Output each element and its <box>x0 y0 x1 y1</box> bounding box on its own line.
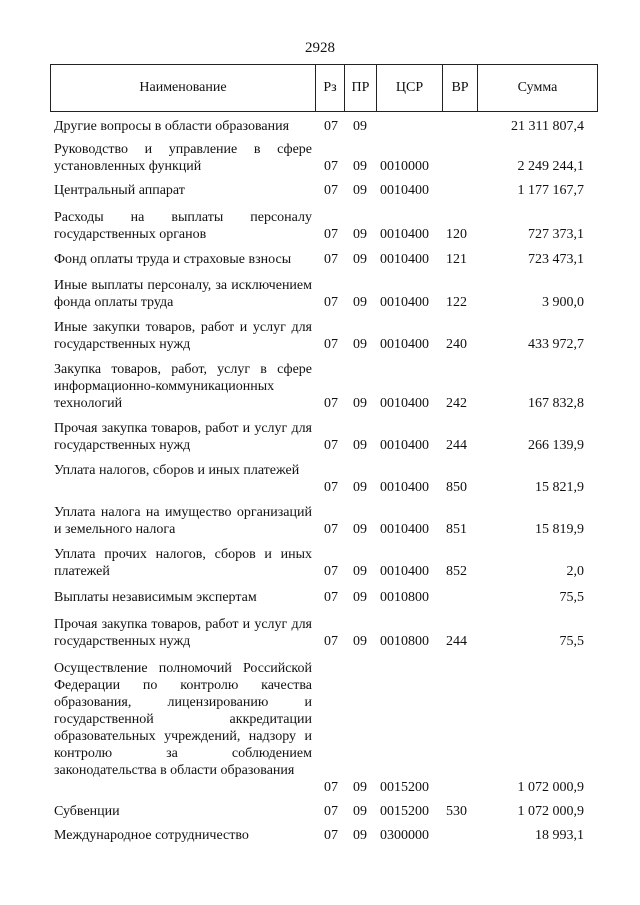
row-rz: 07 <box>324 828 338 843</box>
row-name: Закупка товаров, работ, услуг в сфере информационно-коммуникационных технологий <box>54 362 312 411</box>
row-csr: 0010400 <box>380 480 429 495</box>
row-pr: 09 <box>353 295 367 310</box>
row-vr: 530 <box>446 804 467 819</box>
table-header <box>50 64 598 112</box>
row-rz: 07 <box>324 183 338 198</box>
row-csr: 0015200 <box>380 780 429 795</box>
row-rz: 07 <box>324 227 338 242</box>
row-rz: 07 <box>324 119 338 134</box>
header-vr: ВР <box>443 65 478 111</box>
header-pr: ПР <box>345 65 377 111</box>
table-row <box>50 420 598 454</box>
row-vr: 244 <box>446 438 467 453</box>
row-sum: 1 072 000,9 <box>517 780 584 795</box>
row-csr: 0015200 <box>380 804 429 819</box>
row-pr: 09 <box>353 252 367 267</box>
row-pr: 09 <box>353 804 367 819</box>
row-sum: 1 072 000,9 <box>517 804 584 819</box>
row-sum: 1 177 167,7 <box>517 183 584 198</box>
row-csr: 0010800 <box>380 634 429 649</box>
table-row <box>50 546 598 580</box>
row-name: Прочая закупка товаров, работ и услуг для государственных нужд <box>54 617 312 649</box>
row-name: Субвенции <box>54 804 120 819</box>
row-pr: 09 <box>353 337 367 352</box>
row-name: Прочая закупка товаров, работ и услуг для государственных нужд <box>54 421 312 453</box>
row-csr: 0010400 <box>380 438 429 453</box>
row-vr: 240 <box>446 337 467 352</box>
row-sum: 266 139,9 <box>528 438 584 453</box>
header-sum: Сумма <box>517 80 558 95</box>
row-csr: 0010400 <box>380 227 429 242</box>
row-pr: 09 <box>353 522 367 537</box>
row-csr: 0010800 <box>380 590 429 605</box>
table-row <box>50 209 598 243</box>
row-csr: 0010400 <box>380 295 429 310</box>
row-rz: 07 <box>324 396 338 411</box>
row-sum: 3 900,0 <box>542 295 584 310</box>
row-name: Выплаты независимым экспертам <box>54 590 257 605</box>
table-row <box>50 462 598 496</box>
row-sum: 2,0 <box>566 564 584 579</box>
row-rz: 07 <box>324 438 338 453</box>
row-name: Осуществление полномочий Российской Федерации по контролю качества образования, лицензированию и государственной аккредитации образовательных учреждений, надзору и контролю за соблюдением законодательства в области образования <box>54 661 312 778</box>
table-row <box>50 803 598 820</box>
table-row <box>50 319 598 353</box>
row-csr: 0010400 <box>380 183 429 198</box>
row-csr: 0010400 <box>380 396 429 411</box>
row-pr: 09 <box>353 634 367 649</box>
row-name: Центральный аппарат <box>54 183 185 198</box>
row-rz: 07 <box>324 522 338 537</box>
row-pr: 09 <box>353 564 367 579</box>
row-sum: 15 821,9 <box>535 480 584 495</box>
row-sum: 18 993,1 <box>535 828 584 843</box>
row-csr: 0010400 <box>380 564 429 579</box>
row-rz: 07 <box>324 634 338 649</box>
row-name: Уплата прочих налогов, сборов и иных платежей <box>54 547 312 579</box>
row-rz: 07 <box>324 252 338 267</box>
row-sum: 21 311 807,4 <box>511 119 584 134</box>
table-row <box>50 660 598 796</box>
row-rz: 07 <box>324 590 338 605</box>
row-rz: 07 <box>324 480 338 495</box>
row-pr: 09 <box>353 159 367 174</box>
row-csr: 0010400 <box>380 252 429 267</box>
table-row <box>50 361 598 412</box>
row-pr: 09 <box>353 119 367 134</box>
row-csr: 0010400 <box>380 522 429 537</box>
row-name: Уплата налога на имущество организаций и земельного налога <box>54 505 312 537</box>
row-rz: 07 <box>324 804 338 819</box>
row-sum: 15 819,9 <box>535 522 584 537</box>
row-pr: 09 <box>353 438 367 453</box>
row-name: Фонд оплаты труда и страховые взносы <box>54 252 292 267</box>
row-name: Другие вопросы в области образования <box>54 119 290 134</box>
row-vr: 121 <box>446 252 467 267</box>
row-vr: 851 <box>446 522 467 537</box>
header-csr: ЦСР <box>377 65 443 111</box>
row-pr: 09 <box>353 480 367 495</box>
table-row <box>50 589 598 606</box>
row-pr: 09 <box>353 780 367 795</box>
row-pr: 09 <box>353 227 367 242</box>
row-vr: 120 <box>446 227 467 242</box>
row-vr: 122 <box>446 295 467 310</box>
row-name: Иные закупки товаров, работ и услуг для государственных нужд <box>54 320 312 352</box>
table-row <box>50 116 598 135</box>
row-csr: 0010400 <box>380 337 429 352</box>
row-name: Уплата налогов, сборов и иных платежей <box>54 463 300 478</box>
row-pr: 09 <box>353 828 367 843</box>
budget-table <box>50 64 598 844</box>
row-rz: 07 <box>324 159 338 174</box>
row-name: Международное сотрудничество <box>54 828 249 843</box>
row-name: Иные выплаты персоналу, за исключением фонда оплаты труда <box>54 278 312 310</box>
row-vr: 850 <box>446 480 467 495</box>
table-row <box>50 182 598 199</box>
row-sum: 167 832,8 <box>528 396 584 411</box>
table-row <box>50 616 598 650</box>
header-rz: Рз <box>316 65 345 111</box>
table-row <box>50 277 598 311</box>
row-name: Руководство и управление в сфере установленных функций <box>54 142 312 174</box>
row-sum: 723 473,1 <box>528 252 584 267</box>
row-csr: 0010000 <box>380 159 429 174</box>
table-row <box>50 504 598 538</box>
row-rz: 07 <box>324 295 338 310</box>
table-row <box>50 141 598 175</box>
row-vr: 244 <box>446 634 467 649</box>
table-row <box>50 251 598 268</box>
row-sum: 75,5 <box>559 590 584 605</box>
row-rz: 07 <box>324 337 338 352</box>
row-pr: 09 <box>353 183 367 198</box>
header-name: Наименование <box>51 65 316 111</box>
row-sum: 433 972,7 <box>528 337 584 352</box>
row-csr: 0300000 <box>380 828 429 843</box>
row-pr: 09 <box>353 590 367 605</box>
row-sum: 2 249 244,1 <box>517 159 584 174</box>
row-vr: 852 <box>446 564 467 579</box>
page-number: 2928 <box>305 40 335 56</box>
row-name: Расходы на выплаты персоналу государственных органов <box>54 210 312 242</box>
row-sum: 727 373,1 <box>528 227 584 242</box>
table-row <box>50 827 598 844</box>
row-rz: 07 <box>324 564 338 579</box>
row-rz: 07 <box>324 780 338 795</box>
row-pr: 09 <box>353 396 367 411</box>
row-vr: 242 <box>446 396 467 411</box>
row-sum: 75,5 <box>559 634 584 649</box>
